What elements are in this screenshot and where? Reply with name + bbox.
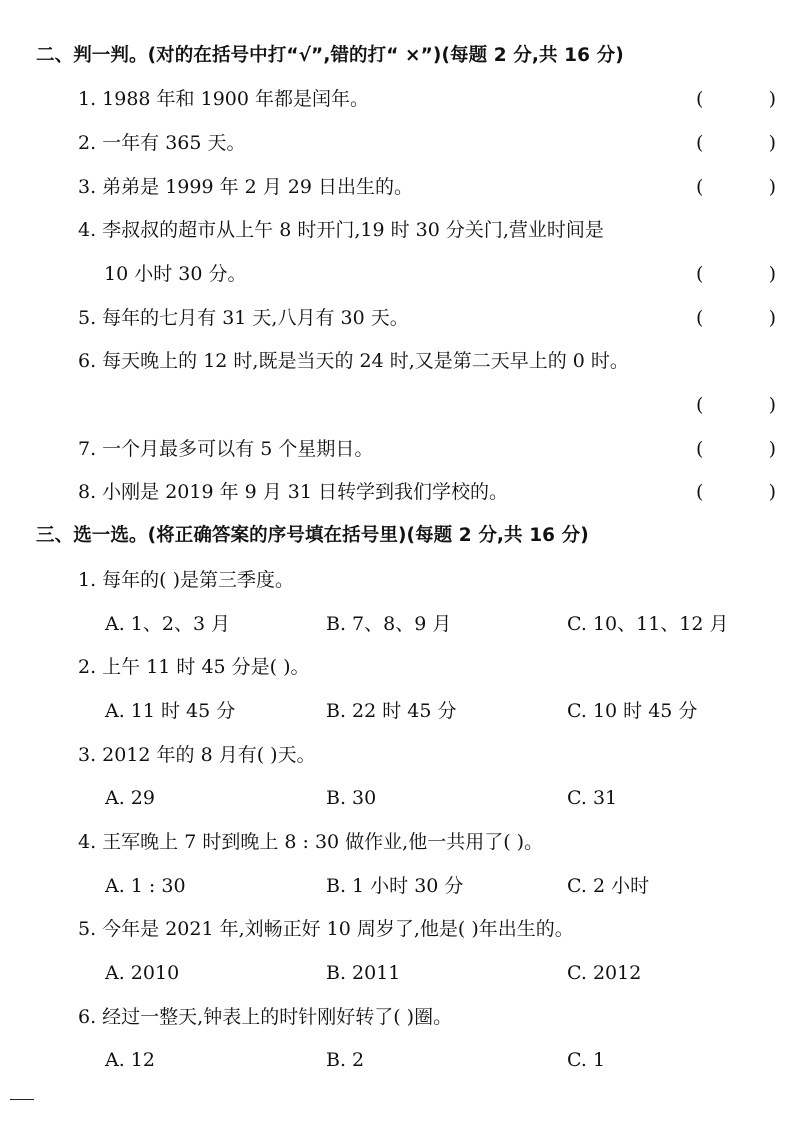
section-heading-choose: 三、选一选。(将正确答案的序号填在括号里)(每题 2 分,共 16 分) [36, 525, 589, 546]
choice-question-3: 3. 2012 年的 8 月有( )天。 [78, 744, 316, 766]
option-c[interactable]: C. 10、11、12 月 [567, 613, 729, 635]
choice-options-5 [0, 958, 794, 988]
judge-question-5: 5. 每年的七月有 31 天,八月有 30 天。 [78, 307, 409, 329]
option-b[interactable]: B. 7、8、9 月 [326, 613, 452, 635]
option-c[interactable]: C. 2 小时 [567, 875, 650, 897]
answer-bracket-2[interactable]: ( ) [696, 132, 776, 154]
judge-question-6: 6. 每天晚上的 12 时,既是当天的 24 时,又是第二天早上的 0 时。 [78, 350, 629, 372]
option-b[interactable]: B. 30 [326, 787, 377, 809]
answer-bracket-6[interactable]: ( ) [696, 394, 776, 416]
option-a[interactable]: A. 1、2、3 月 [105, 613, 231, 635]
judge-question-4: 4. 李叔叔的超市从上午 8 时开门,19 时 30 分关门,营业时间是 [78, 219, 604, 241]
option-b[interactable]: B. 2011 [326, 962, 401, 984]
choice-options-2 [0, 696, 794, 726]
judge-question-2: 2. 一年有 365 天。 [78, 132, 246, 154]
option-b[interactable]: B. 1 小时 30 分 [326, 875, 464, 897]
choice-options-1 [0, 609, 794, 639]
judge-question-1: 1. 1988 年和 1900 年都是闰年。 [78, 88, 369, 110]
section-heading-judge: 二、判一判。(对的在括号中打“√”,错的打“ ×”)(每题 2 分,共 16 分) [36, 45, 624, 66]
answer-bracket-1[interactable]: ( ) [696, 88, 776, 110]
option-a[interactable]: A. 2010 [105, 962, 180, 984]
footer-rule [10, 1099, 34, 1100]
option-c[interactable]: C. 2012 [567, 962, 642, 984]
choice-options-6 [0, 1045, 794, 1075]
answer-bracket-7[interactable]: ( ) [696, 438, 776, 460]
answer-bracket-5[interactable]: ( ) [696, 307, 776, 329]
choice-question-2: 2. 上午 11 时 45 分是( )。 [78, 656, 310, 678]
option-a[interactable]: A. 12 [105, 1049, 155, 1071]
choice-question-1: 1. 每年的( )是第三季度。 [78, 569, 295, 591]
option-c[interactable]: C. 10 时 45 分 [567, 700, 698, 722]
judge-question-7: 7. 一个月最多可以有 5 个星期日。 [78, 438, 374, 460]
judge-question-8: 8. 小刚是 2019 年 9 月 31 日转学到我们学校的。 [78, 481, 509, 503]
option-a[interactable]: A. 1 : 30 [105, 875, 186, 897]
choice-question-4: 4. 王军晚上 7 时到晚上 8 : 30 做作业,他一共用了( )。 [78, 831, 544, 853]
judge-question-3: 3. 弟弟是 1999 年 2 月 29 日出生的。 [78, 176, 414, 198]
choice-question-6: 6. 经过一整天,钟表上的时针刚好转了( )圈。 [78, 1006, 453, 1028]
answer-bracket-8[interactable]: ( ) [696, 481, 776, 503]
answer-bracket-4[interactable]: ( ) [696, 263, 776, 285]
option-c[interactable]: C. 31 [567, 787, 618, 809]
choice-question-5: 5. 今年是 2021 年,刘畅正好 10 周岁了,他是( )年出生的。 [78, 918, 574, 940]
option-c[interactable]: C. 1 [567, 1049, 606, 1071]
option-a[interactable]: A. 11 时 45 分 [105, 700, 236, 722]
answer-bracket-3[interactable]: ( ) [696, 176, 776, 198]
choice-options-3 [0, 783, 794, 813]
option-a[interactable]: A. 29 [105, 787, 155, 809]
choice-options-4 [0, 871, 794, 901]
judge-question-4-continued: 10 小时 30 分。 [104, 263, 247, 285]
option-b[interactable]: B. 22 时 45 分 [326, 700, 457, 722]
option-b[interactable]: B. 2 [326, 1049, 365, 1071]
